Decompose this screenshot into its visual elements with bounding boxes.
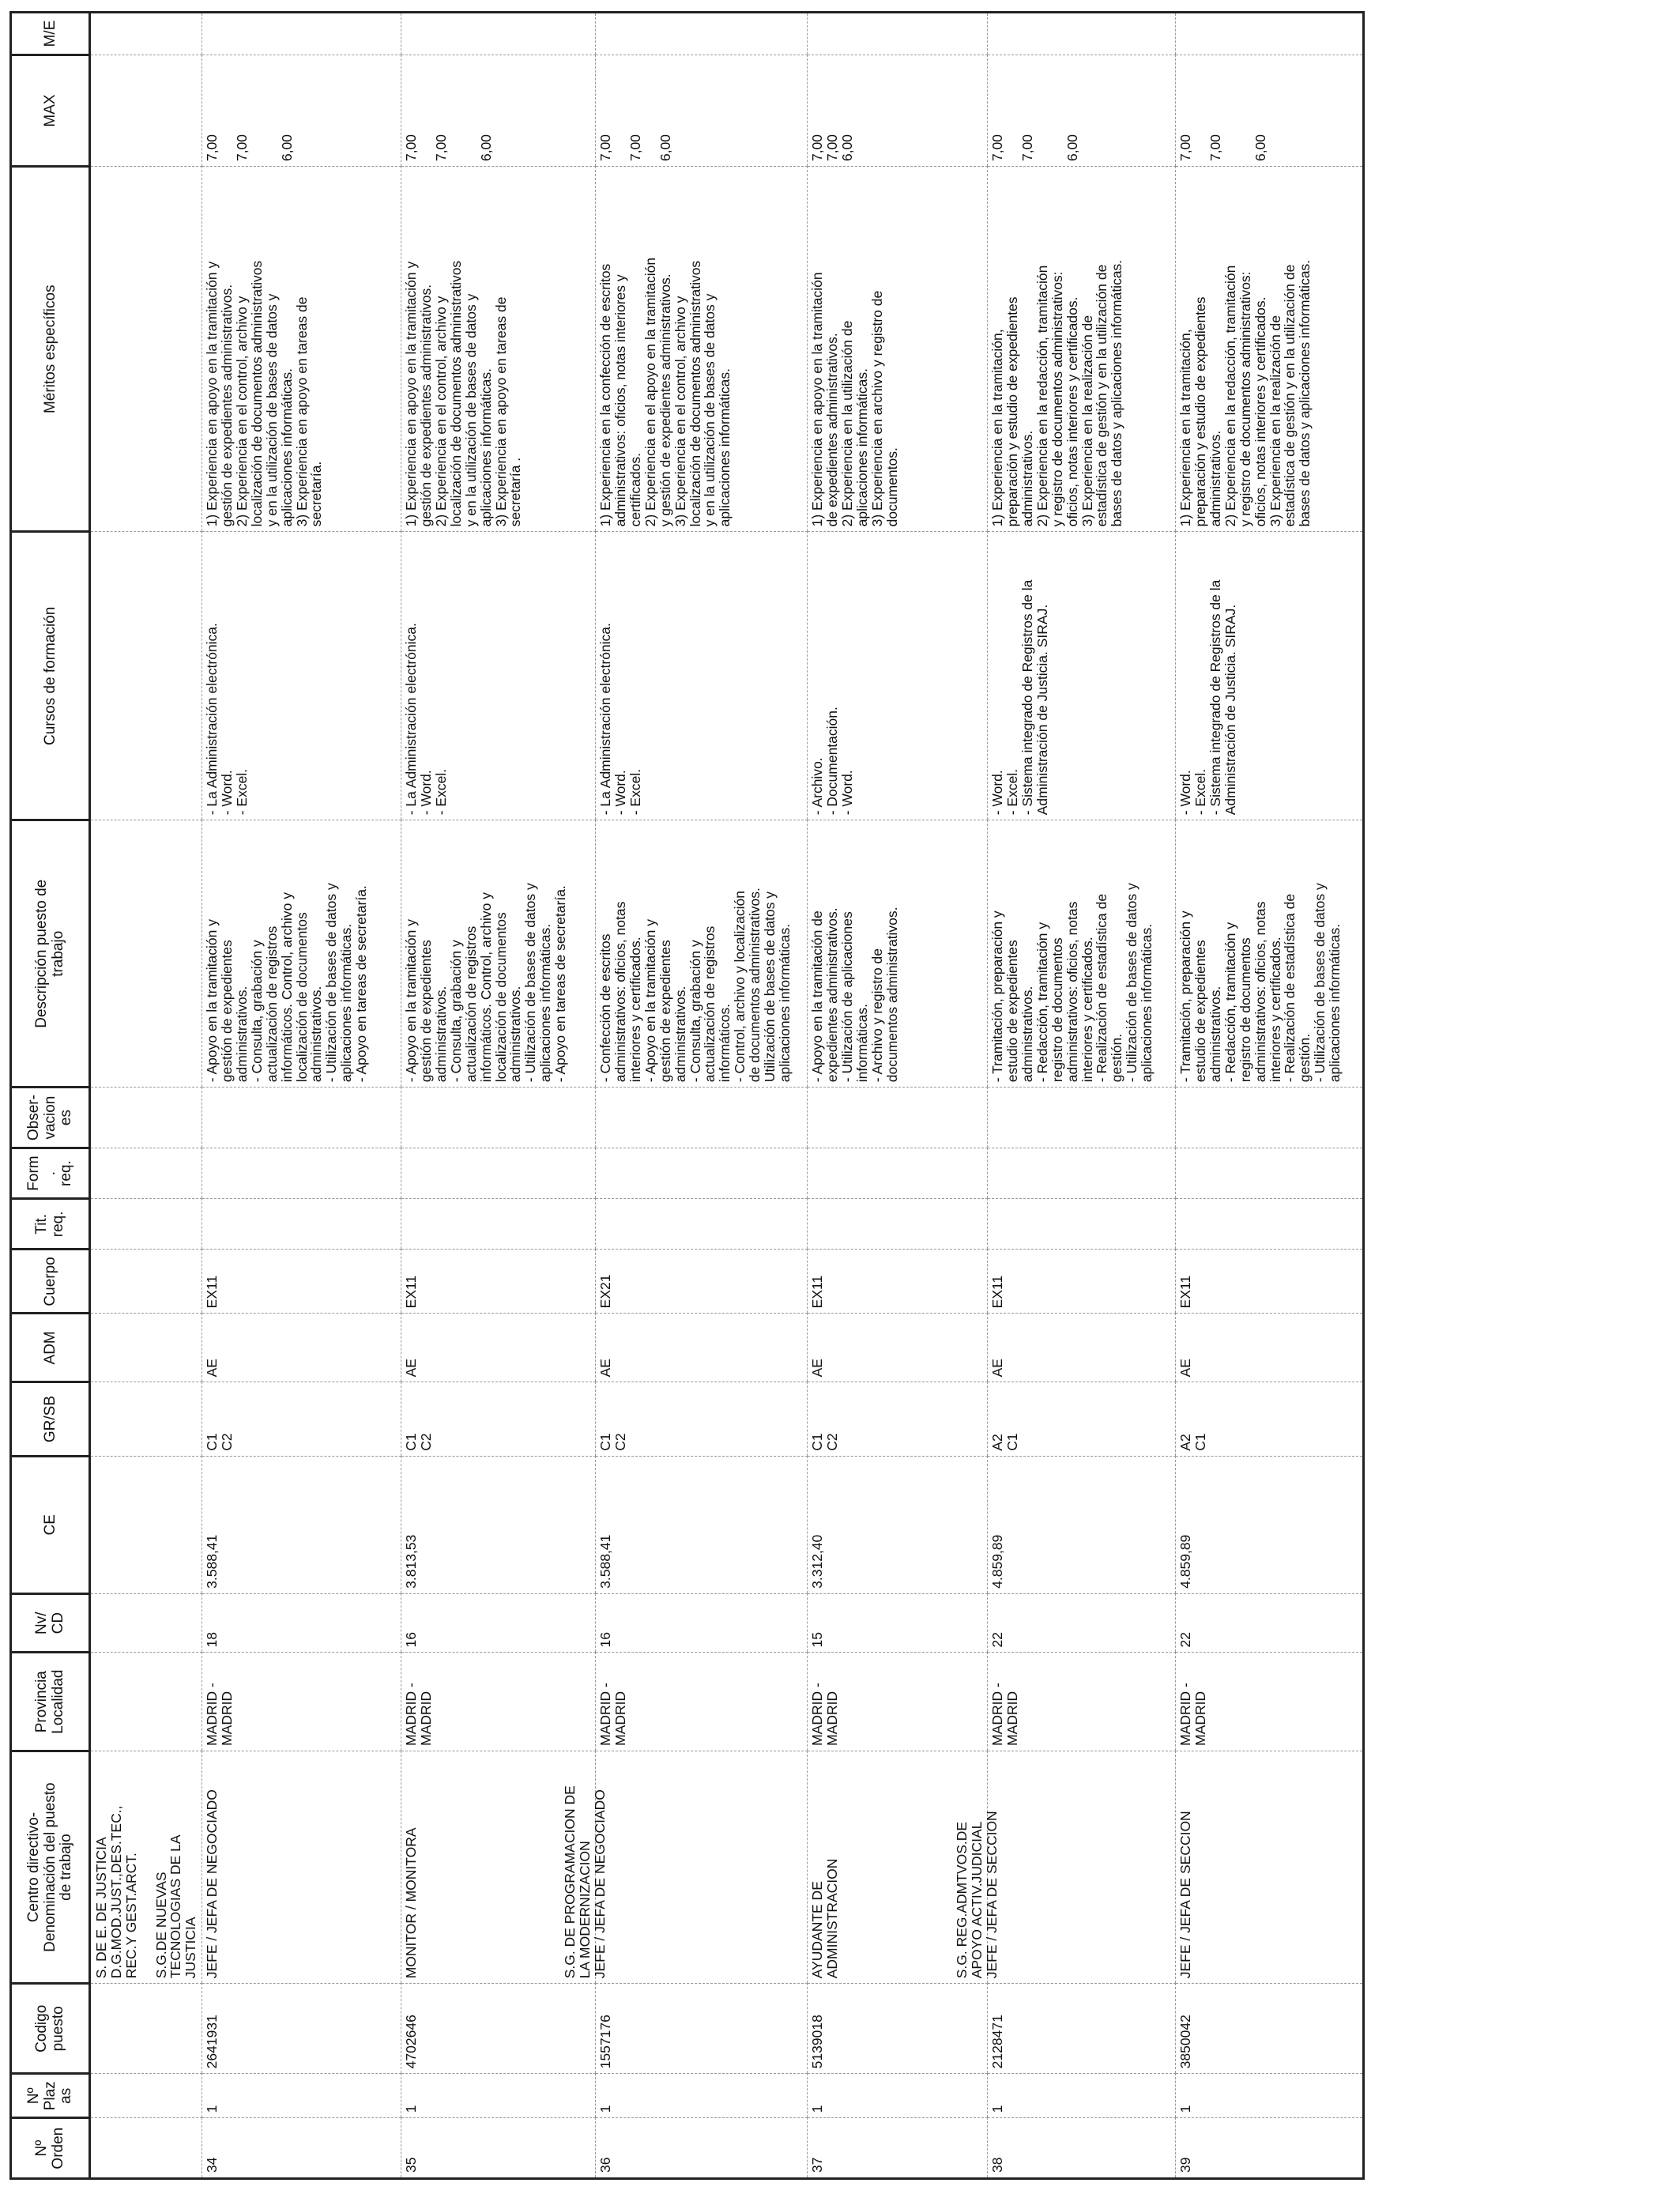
me-cell [808,13,988,55]
cursos-cell: - La Administración electrónica. - Word. - Excel. [596,532,808,820]
centro-unit: S.G. REG.ADMTVOS.DE APOYO ACTIV.JUDICIAL [954,1821,985,1979]
adm-cell: AE [202,1314,401,1382]
unit-header: S. DE E. DE JUSTICIA D.G.MOD.JUST.,DES.TEC., REC.Y GEST.ARCT. S.G.DE NUEVAS TECNOLOGIAS DE LA JUSTICIA [90,1751,202,1983]
codigo-cell: 3850042 [1176,1984,1364,2074]
cuerpo-cell: EX11 [401,1250,596,1314]
max-cell: 7,00 7,00 6,00 [808,55,988,167]
codigo-cell: 5139018 [808,1984,988,2074]
header-codigo: Codigo puesto [11,1984,90,2074]
header-max: MAX [11,55,90,167]
max-cell: 7,00 7,00 6,00 [988,55,1176,167]
cursos-cell: - Archivo. - Documentación. - Word. [808,532,988,820]
form-cell [1176,1148,1364,1198]
max-cell: 7,00 7,00 6,00 [401,55,596,167]
codigo-cell: 2641931 [202,1984,401,2074]
centro-position: JEFE / JEFA DE NEGOCIADO [592,1789,608,1979]
header-form: Form. req. [11,1148,90,1198]
max-cell: 7,00 7,00 6,00 [596,55,808,167]
adm-cell: AE [1176,1314,1364,1382]
obs-cell [401,1088,596,1148]
nivel-cell: 16 [596,1593,808,1653]
header-ce: CE [11,1456,90,1593]
tit-cell [808,1199,988,1250]
descripcion-cell: - Tramitación, preparación y estudio de expedientes administrativos. - Redacción, tramitación y registro de documentos administrativos: oficios, notas interiores y certificados. - Realización de estadística de gestión. - Utilización de bases de datos y aplicaciones informáticas. [988,820,1176,1088]
ce-cell: 4.859,89 [1176,1456,1364,1593]
grupo-cell: A2 C1 [988,1382,1176,1456]
centro-cell [562,1751,808,1983]
plazas-cell: 1 [401,2074,596,2118]
table-row [988,13,1176,2179]
header-adm: ADM [11,1314,90,1382]
header-grupo: GR/SB [11,1382,90,1456]
ce-cell: 3.312,40 [808,1456,988,1593]
provincia-cell: MADRID - MADRID [808,1653,988,1751]
ce-cell: 3.588,41 [202,1456,401,1593]
form-cell [988,1148,1176,1198]
header-meritos: Méritos específicos [11,167,90,532]
centro-cell [954,1751,1176,1983]
table-row [596,13,808,2179]
me-cell [988,13,1176,55]
ce-cell: 3.588,41 [596,1456,808,1593]
max-cell: 7,00 7,00 6,00 [1176,55,1364,167]
adm-cell: AE [988,1314,1176,1382]
grupo-cell: A2 C1 [1176,1382,1364,1456]
centro-position: JEFE / JEFA DE SECCION [984,1811,1000,1979]
form-cell [808,1148,988,1198]
obs-cell [808,1088,988,1148]
meritos-cell: 1) Experiencia en la tramitación, preparación y estudio de expedientes administrativos. 2) Experiencia en la redacción, tramitación y registro de documentos administrativos: oficios, notas interiores y certificados. 3) Experiencia en la realización de estadística de gestión y en la utilización de bases de datos y aplicaciones informáticas. [988,167,1176,532]
obs-cell [988,1088,1176,1148]
ce-cell: 3.813,53 [401,1456,596,1593]
me-cell [202,13,401,55]
provincia-cell: MADRID - MADRID [988,1653,1176,1751]
unit-header-row [90,13,202,2179]
form-cell [202,1148,401,1198]
plazas-cell: 1 [988,2074,1176,2118]
provincia-cell: MADRID - MADRID [596,1653,808,1751]
provincia-cell: MADRID - MADRID [401,1653,596,1751]
plazas-cell: 1 [202,2074,401,2118]
adm-cell: AE [808,1314,988,1382]
cuerpo-cell: EX11 [202,1250,401,1314]
max-cell: 7,00 7,00 6,00 [202,55,401,167]
cuerpo-cell: EX21 [596,1250,808,1314]
cursos-cell: - Word. - Excel. - Sistema integrado de Registros de la Administración de Justicia. SIRAJ. [1176,532,1364,820]
grupo-cell: C1 C2 [202,1382,401,1456]
header-orden: Nº Orden [11,2118,90,2179]
tit-cell [596,1199,808,1250]
table-row [1176,13,1364,2179]
meritos-cell: 1) Experiencia en apoyo en la tramitación y gestión de expedientes administrativos. 2) Experiencia en el control, archivo y localización de documentos administrativos y en la utilización de bases de datos y aplicaciones informáticas. 3) Experiencia en apoyo en tareas de secretaría. [202,167,401,532]
descripcion-cell: - Apoyo en la tramitación y gestión de expedientes administrativos. - Consulta, grabación y actualización de registros informáticos. Control, archivo y localización de documentos administrativos. - Utilización de bases de datos y aplicaciones informáticas. - Apoyo en tareas de secretaría. [202,820,401,1088]
tit-cell [1176,1199,1364,1250]
provincia-cell: MADRID - MADRID [202,1653,401,1751]
form-cell [401,1148,596,1198]
header-plazas: Nº Plazas [11,2074,90,2118]
orden-cell: 39 [1176,2118,1364,2179]
codigo-cell: 4702646 [401,1984,596,2074]
nivel-cell: 15 [808,1593,988,1653]
job-positions-table [9,11,1365,2180]
orden-cell: 34 [202,2118,401,2179]
header-me: M/E [11,13,90,55]
header-centro: Centro directivo- Denominación del puesto de trabajo [11,1751,90,1983]
cursos-cell: - Word. - Excel. - Sistema integrado de Registros de la Administración de Justicia. SIRAJ. [988,532,1176,820]
me-cell [596,13,808,55]
header-descripcion: Descripción puesto de trabajo [11,820,90,1088]
grupo-cell: C1 C2 [596,1382,808,1456]
me-cell [1176,13,1364,55]
orden-cell: 38 [988,2118,1176,2179]
nivel-cell: 18 [202,1593,401,1653]
centro-unit: S.G. DE PROGRAMACION DE LA MODERNIZACION [562,1785,593,1979]
obs-cell [596,1088,808,1148]
ce-cell: 4.859,89 [988,1456,1176,1593]
tit-cell [988,1199,1176,1250]
cuerpo-cell: EX11 [988,1250,1176,1314]
centro-cell: MONITOR / MONITORA [401,1751,596,1983]
tit-cell [401,1199,596,1250]
cuerpo-cell: EX11 [1176,1250,1364,1314]
me-cell [401,13,596,55]
plazas-cell: 1 [1176,2074,1364,2118]
plazas-cell: 1 [808,2074,988,2118]
table-row [202,13,401,2179]
adm-cell: AE [401,1314,596,1382]
cuerpo-cell: EX11 [808,1250,988,1314]
orden-cell: 35 [401,2118,596,2179]
descripcion-cell: - Tramitación, preparación y estudio de expedientes administrativos. - Redacción, tramitación y registro de documentos administrativos: oficios, notas interiores y certificados. - Realización de estadística de gestión. - Utilización de bases de datos y aplicaciones informáticas. [1176,820,1364,1088]
nivel-cell: 22 [988,1593,1176,1653]
cursos-cell: - La Administración electrónica. - Word. - Excel. [202,532,401,820]
cursos-cell: - La Administración electrónica. - Word. - Excel. [401,532,596,820]
header-tit: Tit. req. [11,1199,90,1250]
descripcion-cell: - Apoyo en la tramitación y gestión de expedientes administrativos. - Consulta, grabación y actualización de registros informáticos. Control, archivo y localización de documentos administrativos. - Utilización de bases de datos y aplicaciones informáticas. - Apoyo en tareas de secretaría. [401,820,596,1088]
provincia-cell: MADRID - MADRID [1176,1653,1364,1751]
header-nivel: Nv/ CD [11,1593,90,1653]
form-cell [596,1148,808,1198]
descripcion-cell: - Confección de escritos administrativos: oficios, notas interiores y certificados. - Apoyo en la tramitación y gestión de expedientes administrativos. - Consulta, grabación y actualización de registros informáticos. - Control, archivo y localización de documentos administrativos. Utilización de bases de datos y aplicaciones informáticas. [596,820,808,1088]
nivel-cell: 22 [1176,1593,1364,1653]
meritos-cell: 1) Experiencia en apoyo en la tramitación de expedientes administrativos. 2) Experiencia en la utilización de aplicaciones informáticas. 3) Experiencia en archivo y registro de documentos. [808,167,988,532]
obs-cell [1176,1088,1364,1148]
centro-cell: JEFE / JEFA DE NEGOCIADO [202,1751,401,1983]
meritos-cell: 1) Experiencia en apoyo en la tramitación y gestión de expedientes administrativos. 2) Experiencia en el control, archivo y localización de documentos administrativos y en la utilización de bases de datos y aplicaciones informáticas. 3) Experiencia en apoyo en tareas de secretaría . [401,167,596,532]
nivel-cell: 16 [401,1593,596,1653]
orden-cell: 36 [596,2118,808,2179]
header-obs: Obser- vaciones [11,1088,90,1148]
obs-cell [202,1088,401,1148]
codigo-cell: 1557176 [596,1984,808,2074]
header-provincia: Provincia Localidad [11,1653,90,1751]
centro-cell: JEFE / JEFA DE SECCION [1176,1751,1364,1983]
meritos-cell: 1) Experiencia en la tramitación, preparación y estudio de expedientes administrativos. 2) Experiencia en la redacción, tramitación y registro de documentos administrativos: oficios, notas interiores y certificados. 3) Experiencia en la realización de estadística de gestión y en la utilización de bases de datos y aplicaciones informáticas. [1176,167,1364,532]
meritos-cell: 1) Experiencia en la confección de escritos administrativos: oficios, notas interiores y certificados. 2) Experiencia en el apoyo en la tramitación y gestión de expedientes administrativos. 3) Experiencia en el control, archivo y localización de documentos administrativos y en la utilización de bases de datos y aplicaciones informáticas. [596,167,808,532]
grupo-cell: C1 C2 [808,1382,988,1456]
plazas-cell: 1 [596,2074,808,2118]
header-cursos: Cursos de formación [11,532,90,820]
centro-cell: AYUDANTE DE ADMINISTRACION [808,1751,988,1983]
codigo-cell: 2128471 [988,1984,1176,2074]
header-cuerpo: Cuerpo [11,1250,90,1314]
grupo-cell: C1 C2 [401,1382,596,1456]
adm-cell: AE [596,1314,808,1382]
table-header-row [11,13,90,2179]
orden-cell: 37 [808,2118,988,2179]
descripcion-cell: - Apoyo en la tramitación de expedientes administrativos. - Utilización de aplicaciones informáticas. - Archivo y registro de documentos administrativos. [808,820,988,1088]
tit-cell [202,1199,401,1250]
